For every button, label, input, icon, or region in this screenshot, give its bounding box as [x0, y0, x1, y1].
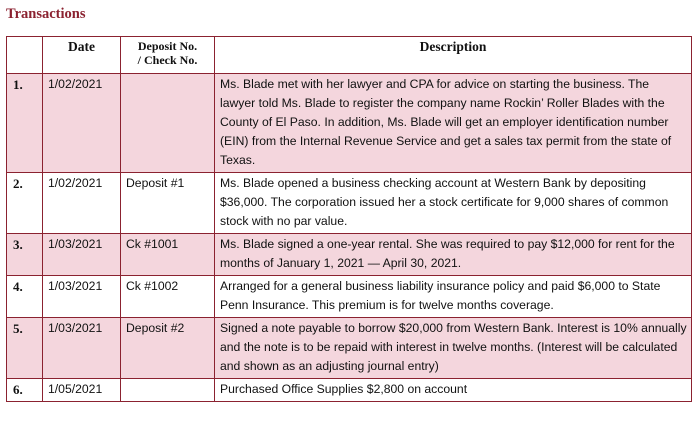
row-description: Signed a note payable to borrow $20,000 from Western Bank. Interest is 10% annually and the note is to be repaid with interest in twelve months. (Interest will be calculated and shown as an adjusting journal entry) [215, 318, 692, 379]
row-reference: Deposit #1 [121, 173, 215, 234]
row-reference [121, 379, 215, 402]
row-date: 1/03/2021 [43, 276, 121, 318]
row-description: Ms. Blade signed a one-year rental. She was required to pay $12,000 for rent for the months of January 1, 2021 — April 30, 2021. [215, 234, 692, 276]
table-row [7, 318, 692, 379]
row-description: Arranged for a general business liability insurance policy and paid $6,000 to State Penn Insurance. This premium is for twelve months coverage. [215, 276, 692, 318]
row-description: Ms. Blade met with her lawyer and CPA for advice on starting the business. The lawyer told Ms. Blade to register the company name Rockin’ Roller Blades with the County of El Paso. In addition, Ms. Blade will get an employer identification number (EIN) from the Internal Revenue Service and get a sales tax permit from the state of Texas. [215, 74, 692, 173]
row-reference [121, 74, 215, 173]
header-deposit-line2: / Check No. [137, 53, 198, 67]
row-number: 3. [7, 234, 43, 276]
row-date: 1/03/2021 [43, 234, 121, 276]
row-number: 6. [7, 379, 43, 402]
header-description: Description [215, 37, 692, 74]
transactions-table [6, 36, 692, 402]
table-row [7, 173, 692, 234]
row-description: Ms. Blade opened a business checking account at Western Bank by depositing $36,000. The corporation issued her a stock certificate for 9,000 shares of common stock with no par value. [215, 173, 692, 234]
row-reference: Ck #1001 [121, 234, 215, 276]
table-row [7, 74, 692, 173]
row-reference: Ck #1002 [121, 276, 215, 318]
row-number: 1. [7, 74, 43, 173]
table-row [7, 379, 692, 402]
row-number: 4. [7, 276, 43, 318]
table-header-row [7, 37, 692, 74]
table-row [7, 234, 692, 276]
row-reference: Deposit #2 [121, 318, 215, 379]
row-date: 1/02/2021 [43, 74, 121, 173]
row-date: 1/05/2021 [43, 379, 121, 402]
header-deposit-line1: Deposit No. [137, 39, 198, 53]
row-date: 1/03/2021 [43, 318, 121, 379]
header-date: Date [43, 37, 121, 74]
row-description: Purchased Office Supplies $2,800 on account [215, 379, 692, 402]
row-number: 2. [7, 173, 43, 234]
page-title: Transactions [6, 6, 86, 22]
header-deposit-check [121, 37, 215, 74]
table-row [7, 276, 692, 318]
row-date: 1/02/2021 [43, 173, 121, 234]
header-number [7, 37, 43, 74]
row-number: 5. [7, 318, 43, 379]
